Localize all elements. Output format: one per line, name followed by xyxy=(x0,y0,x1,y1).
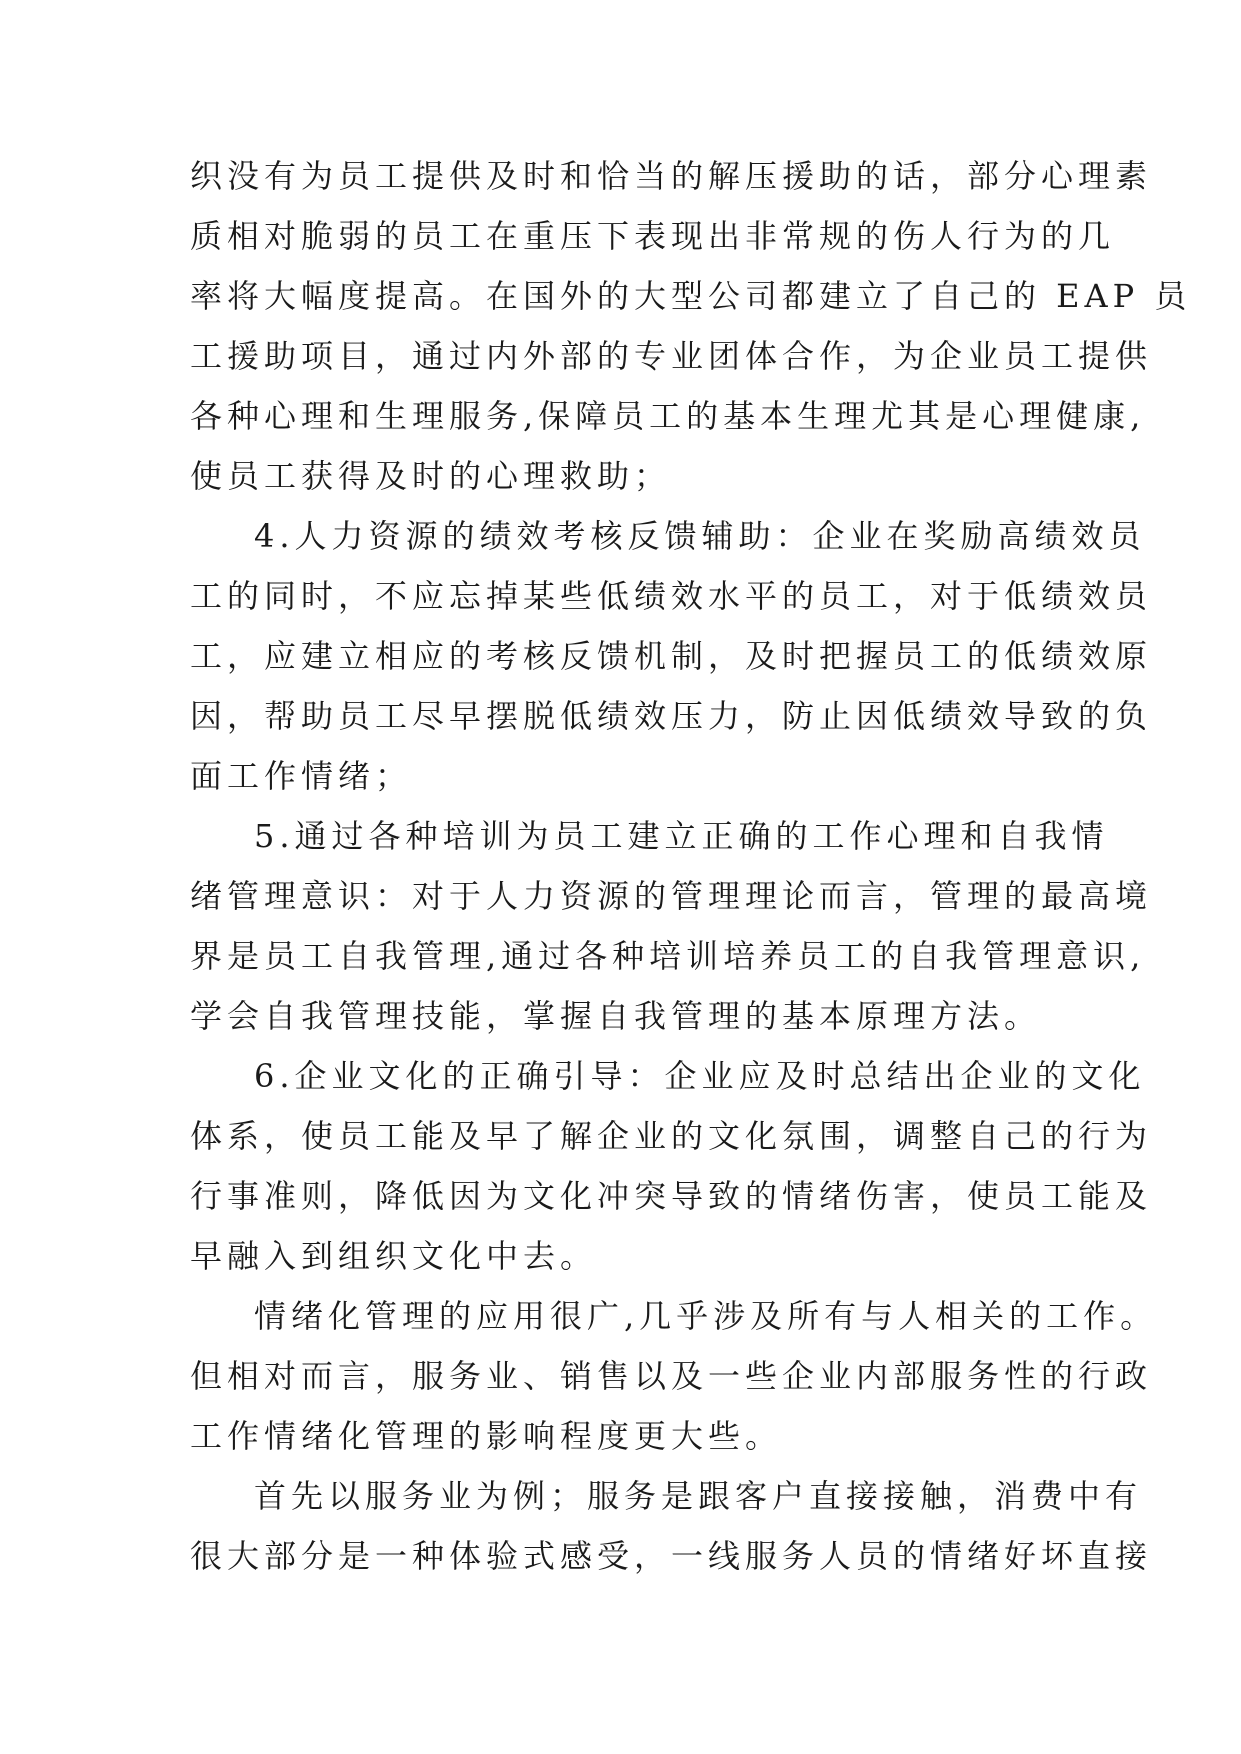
paragraph-start-line: 情绪化管理的应用很广,几乎涉及所有与人相关的工作。 xyxy=(254,1297,1158,1335)
text-line: 学会自我管理技能，掌握自我管理的基本原理方法。 xyxy=(190,997,1042,1035)
text-line: 率将大幅度提高。在国外的大型公司都建立了自己的 EAP 员 xyxy=(190,277,1192,315)
text-line: 很大部分是一种体验式感受，一线服务人员的情绪好坏直接 xyxy=(190,1537,1153,1575)
text-line: 早融入到组织文化中去。 xyxy=(190,1237,598,1275)
text-line: 但相对而言，服务业、销售以及一些企业内部服务性的行政 xyxy=(190,1357,1153,1395)
text-line: 界是员工自我管理,通过各种培训培养员工的自我管理意识, xyxy=(190,937,1146,975)
text-line: 面工作情绪； xyxy=(190,757,413,795)
text-line: 各种心理和生理服务,保障员工的基本生理尤其是心理健康, xyxy=(190,397,1146,435)
body-text xyxy=(190,146,1192,1586)
text-line: 工援助项目，通过内外部的专业团体合作，为企业员工提供 xyxy=(190,337,1153,375)
text-line: 工的同时，不应忘掉某些低绩效水平的员工，对于低绩效员 xyxy=(190,577,1153,615)
text-line: 织没有为员工提供及时和恰当的解压援助的话，部分心理素 xyxy=(190,157,1153,195)
paragraph-start-line: 首先以服务业为例；服务是跟客户直接接触，消费中有 xyxy=(254,1477,1143,1515)
text-line: 因，帮助员工尽早摆脱低绩效压力，防止因低绩效导致的负 xyxy=(190,697,1153,735)
text-line: 工作情绪化管理的影响程度更大些。 xyxy=(190,1417,783,1455)
text-line: 使员工获得及时的心理救助； xyxy=(190,457,672,495)
text-line: 工，应建立相应的考核反馈机制，及时把握员工的低绩效原 xyxy=(190,637,1153,675)
text-line: 质相对脆弱的员工在重压下表现出非常规的伤人行为的几 xyxy=(190,217,1116,255)
text-line: 体系，使员工能及早了解企业的文化氛围，调整自己的行为 xyxy=(190,1117,1153,1155)
paragraph-start-line: 6.企业文化的正确引导：企业应及时总结出企业的文化 xyxy=(254,1057,1146,1095)
paragraph-start-line: 5.通过各种培训为员工建立正确的工作心理和自我情 xyxy=(254,817,1109,855)
paragraph-start-line: 4.人力资源的绩效考核反馈辅助：企业在奖励高绩效员 xyxy=(254,517,1146,555)
text-line: 绪管理意识：对于人力资源的管理理论而言，管理的最高境 xyxy=(190,877,1153,915)
text-line: 行事准则，降低因为文化冲突导致的情绪伤害，使员工能及 xyxy=(190,1177,1153,1215)
